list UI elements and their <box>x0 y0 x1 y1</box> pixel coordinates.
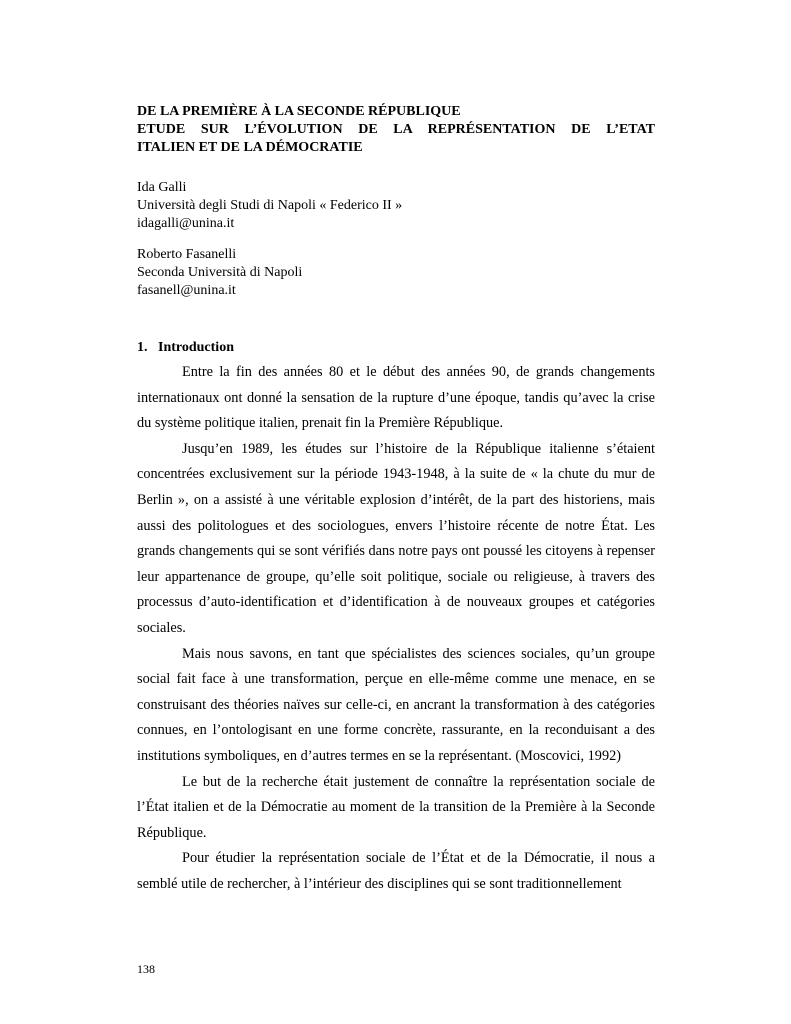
paragraph: Le but de la recherche était justement de connaître la représentation sociale de l’État italien et de la Démocratie au moment de la transition de la Première à la Seconde République. <box>137 773 655 841</box>
body-text <box>137 360 655 897</box>
paragraph: Mais nous savons, en tant que spécialistes des sciences sociales, qu’un groupe social fait face à une transformation, perçue en elle-même comme une menace, en se construisant des théories naïves sur celle-ci, en ancrant la transformation à des catégories connues, en l’ontologisant en une forme concrète, rassurante, en la reconduisant a des institutions symboliques, en d’autres termes en se la représentant. (Moscovici, 1992) <box>137 645 655 764</box>
page-number: 138 <box>137 962 155 976</box>
section-number: 1. <box>137 340 148 355</box>
author-name: Roberto Fasanelli <box>137 247 237 262</box>
author-affiliation: Seconda Università di Napoli <box>137 265 303 280</box>
author-email: fasanell@unina.it <box>137 283 236 298</box>
author-block-2 <box>137 246 655 300</box>
section-title: Introduction <box>158 340 234 355</box>
author-email: idagalli@unina.it <box>137 216 235 231</box>
title-line-1: DE LA PREMIÈRE À LA SECONDE RÉPUBLIQUE <box>137 104 461 119</box>
paragraph: Entre la fin des années 80 et le début des années 90, de grands changements internationaux ont donné la sensation de la rupture d’une époque, tandis qu’avec la crise du système politique italien, prenait fin la Première République. <box>137 364 655 432</box>
title-line-3: ITALIEN ET DE LA DÉMOCRATIE <box>137 140 363 155</box>
paper-title <box>137 103 655 157</box>
author-block-1 <box>137 179 655 233</box>
author-affiliation: Università degli Studi di Napoli « Federico II » <box>137 198 403 213</box>
author-name: Ida Galli <box>137 180 187 195</box>
paragraph: Pour étudier la représentation sociale de l’État et de la Démocratie, il nous a semblé utile de rechercher, à l’intérieur des disciplines qui se sont traditionnellement <box>137 850 655 892</box>
title-line-2: ETUDE SUR L’ÉVOLUTION DE LA REPRÉSENTATION DE L’ETAT <box>137 122 655 137</box>
section-heading <box>137 339 234 357</box>
paragraph: Jusqu’en 1989, les études sur l’histoire de la République italienne s’étaient concentrées exclusivement sur la période 1943-1948, à la suite de « la chute du mur de Berlin », on a assisté à une véritable explosion d’intérêt, de la part des historiens, mais aussi des politologues et des sociologues, envers l’histoire récente de notre État. Les grands changements qui se sont vérifiés dans notre pays ont poussé les citoyens à repenser leur appartenance de groupe, qu’elle soit politique, sociale ou religieuse, à travers des processus d’auto-identification et d’identification à de nouveaux groupes et catégories sociales. <box>137 440 655 636</box>
